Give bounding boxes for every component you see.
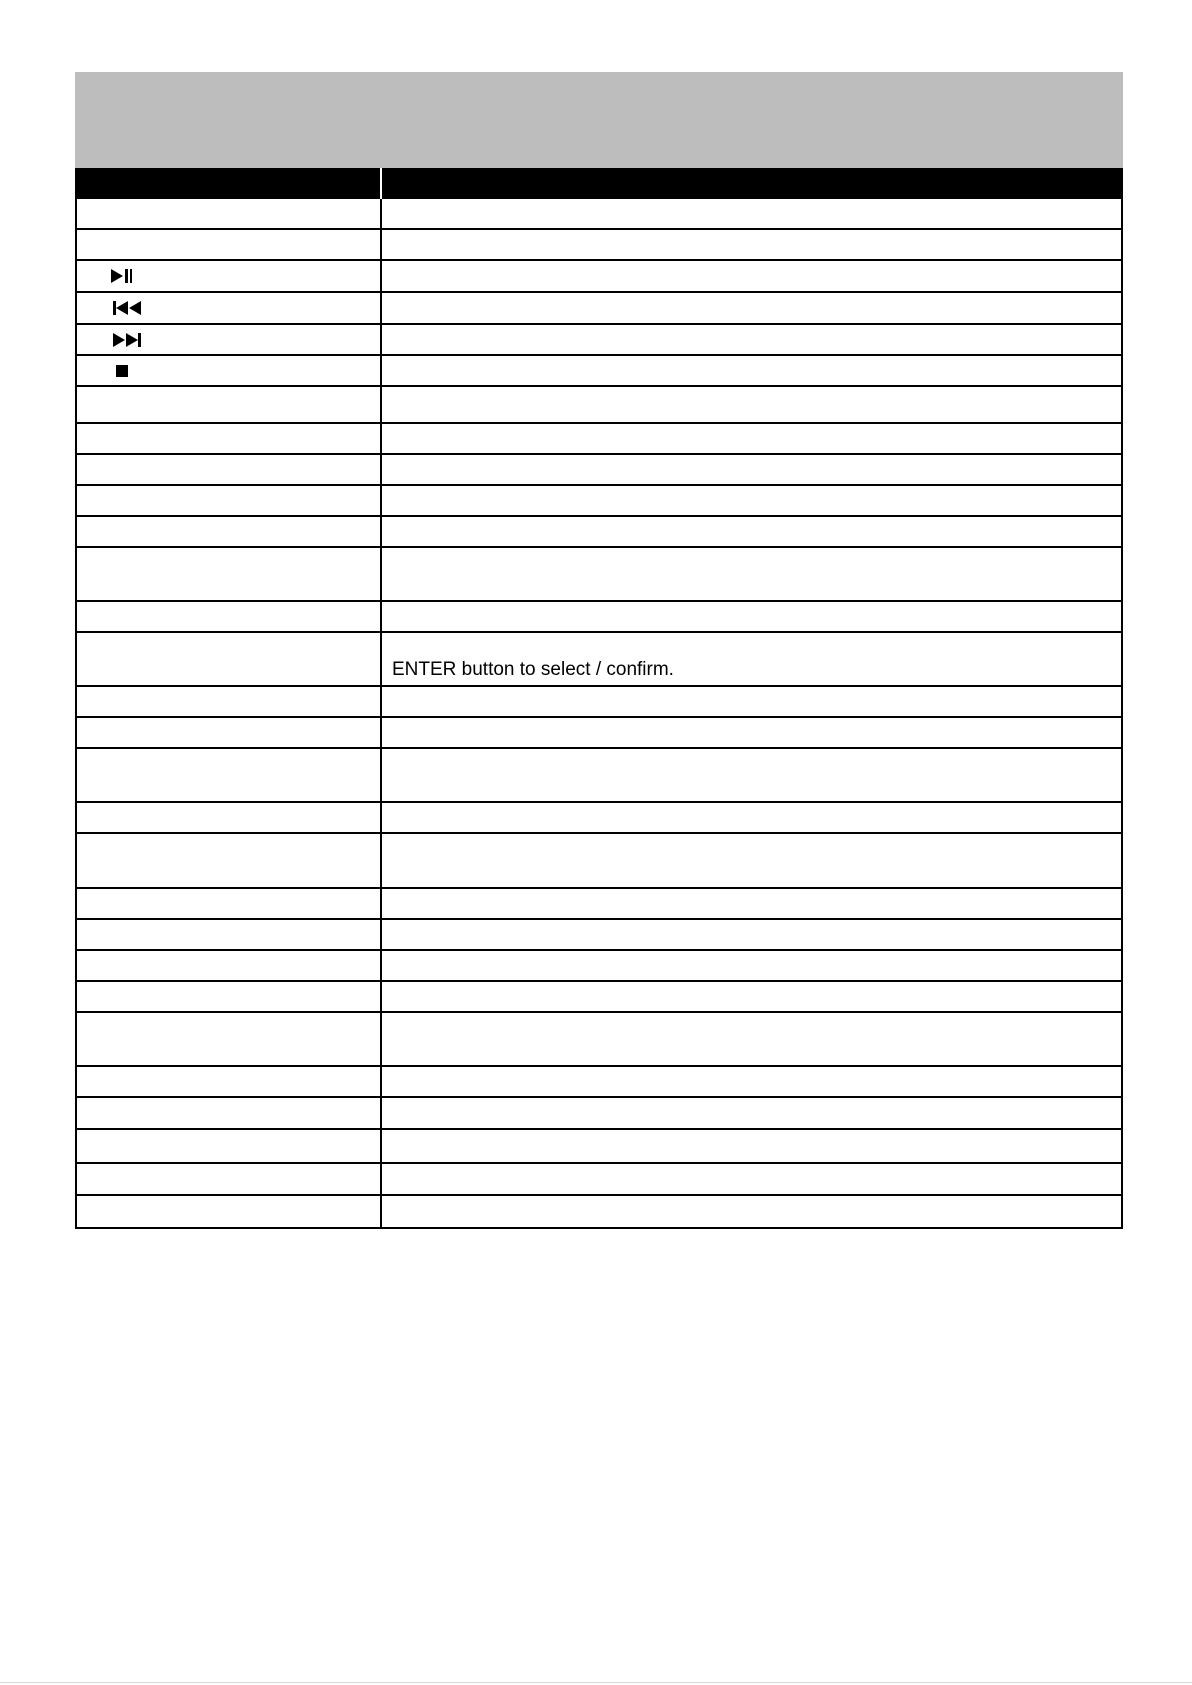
table-row bbox=[75, 1164, 1123, 1196]
table-row bbox=[75, 455, 1123, 486]
table-row bbox=[75, 633, 1123, 687]
button-cell bbox=[77, 261, 382, 291]
button-cell bbox=[77, 718, 382, 747]
table-row bbox=[75, 920, 1123, 951]
function-cell bbox=[384, 834, 1121, 887]
function-cell bbox=[384, 718, 1121, 747]
function-cell bbox=[384, 517, 1121, 546]
button-cell bbox=[77, 920, 382, 949]
function-cell bbox=[384, 982, 1121, 1011]
function-cell bbox=[384, 424, 1121, 453]
table-row bbox=[75, 889, 1123, 920]
play-pause-icon bbox=[111, 268, 135, 284]
button-cell bbox=[77, 889, 382, 918]
button-cell bbox=[77, 325, 382, 354]
table-row bbox=[75, 749, 1123, 803]
table-row bbox=[75, 230, 1123, 261]
button-cell bbox=[77, 424, 382, 453]
function-cell bbox=[384, 486, 1121, 515]
table-row bbox=[75, 951, 1123, 982]
button-cell bbox=[77, 1130, 382, 1162]
button-cell bbox=[77, 356, 382, 385]
function-cell bbox=[384, 387, 1121, 422]
button-cell bbox=[77, 982, 382, 1011]
function-cell bbox=[384, 1164, 1121, 1194]
function-cell bbox=[384, 1013, 1121, 1065]
function-cell bbox=[384, 455, 1121, 484]
button-cell bbox=[77, 834, 382, 887]
stop-icon bbox=[111, 363, 143, 379]
function-cell bbox=[384, 602, 1121, 631]
function-cell bbox=[384, 1067, 1121, 1096]
function-cell bbox=[384, 803, 1121, 832]
function-cell bbox=[384, 199, 1121, 228]
button-cell bbox=[77, 199, 382, 228]
button-cell bbox=[77, 803, 382, 832]
function-cell bbox=[384, 1196, 1121, 1227]
function-cell bbox=[384, 920, 1121, 949]
table-row bbox=[75, 356, 1123, 387]
table-row bbox=[75, 687, 1123, 718]
table-row bbox=[75, 261, 1123, 293]
button-cell bbox=[77, 602, 382, 631]
table-header bbox=[75, 168, 1123, 199]
function-cell bbox=[384, 951, 1121, 980]
table-row bbox=[75, 1013, 1123, 1067]
function-cell bbox=[384, 687, 1121, 716]
table-row bbox=[75, 486, 1123, 517]
table-row bbox=[75, 718, 1123, 749]
table-row bbox=[75, 1067, 1123, 1098]
function-cell bbox=[384, 749, 1121, 801]
table-row bbox=[75, 387, 1123, 424]
table-row bbox=[75, 803, 1123, 834]
table-title-banner bbox=[75, 72, 1123, 168]
button-cell bbox=[77, 517, 382, 546]
button-cell bbox=[77, 687, 382, 716]
function-cell bbox=[384, 261, 1121, 291]
button-cell bbox=[77, 1164, 382, 1194]
button-function-table bbox=[75, 199, 1123, 1229]
button-cell bbox=[77, 951, 382, 980]
table-row bbox=[75, 982, 1123, 1013]
table-row bbox=[75, 199, 1123, 230]
previous-track-icon bbox=[111, 300, 143, 316]
function-cell bbox=[384, 230, 1121, 259]
button-cell bbox=[77, 633, 382, 685]
table-row bbox=[75, 834, 1123, 889]
header-column-divider bbox=[380, 168, 382, 199]
button-cell bbox=[77, 749, 382, 801]
button-cell bbox=[77, 230, 382, 259]
function-cell bbox=[384, 548, 1121, 600]
button-cell bbox=[77, 1013, 382, 1065]
table-row bbox=[75, 1196, 1123, 1229]
function-cell bbox=[384, 356, 1121, 385]
button-cell bbox=[77, 1196, 382, 1227]
table-row bbox=[75, 325, 1123, 356]
function-cell bbox=[384, 1098, 1121, 1128]
button-cell bbox=[77, 1098, 382, 1128]
table-row bbox=[75, 424, 1123, 455]
button-cell bbox=[77, 548, 382, 600]
function-cell: ENTER button to select / confirm. bbox=[392, 659, 674, 680]
button-cell bbox=[77, 293, 382, 323]
table-row bbox=[75, 1130, 1123, 1164]
table-row bbox=[75, 548, 1123, 602]
next-track-icon bbox=[111, 332, 143, 348]
function-cell bbox=[384, 325, 1121, 354]
table-row bbox=[75, 602, 1123, 633]
table-row bbox=[75, 517, 1123, 548]
page-bottom-rule bbox=[0, 1682, 1192, 1683]
button-cell bbox=[77, 455, 382, 484]
function-cell bbox=[384, 293, 1121, 323]
button-cell bbox=[77, 1067, 382, 1096]
table-row bbox=[75, 293, 1123, 325]
button-cell bbox=[77, 486, 382, 515]
table-row bbox=[75, 1098, 1123, 1130]
function-cell bbox=[384, 1130, 1121, 1162]
function-cell bbox=[384, 889, 1121, 918]
button-cell bbox=[77, 387, 382, 422]
